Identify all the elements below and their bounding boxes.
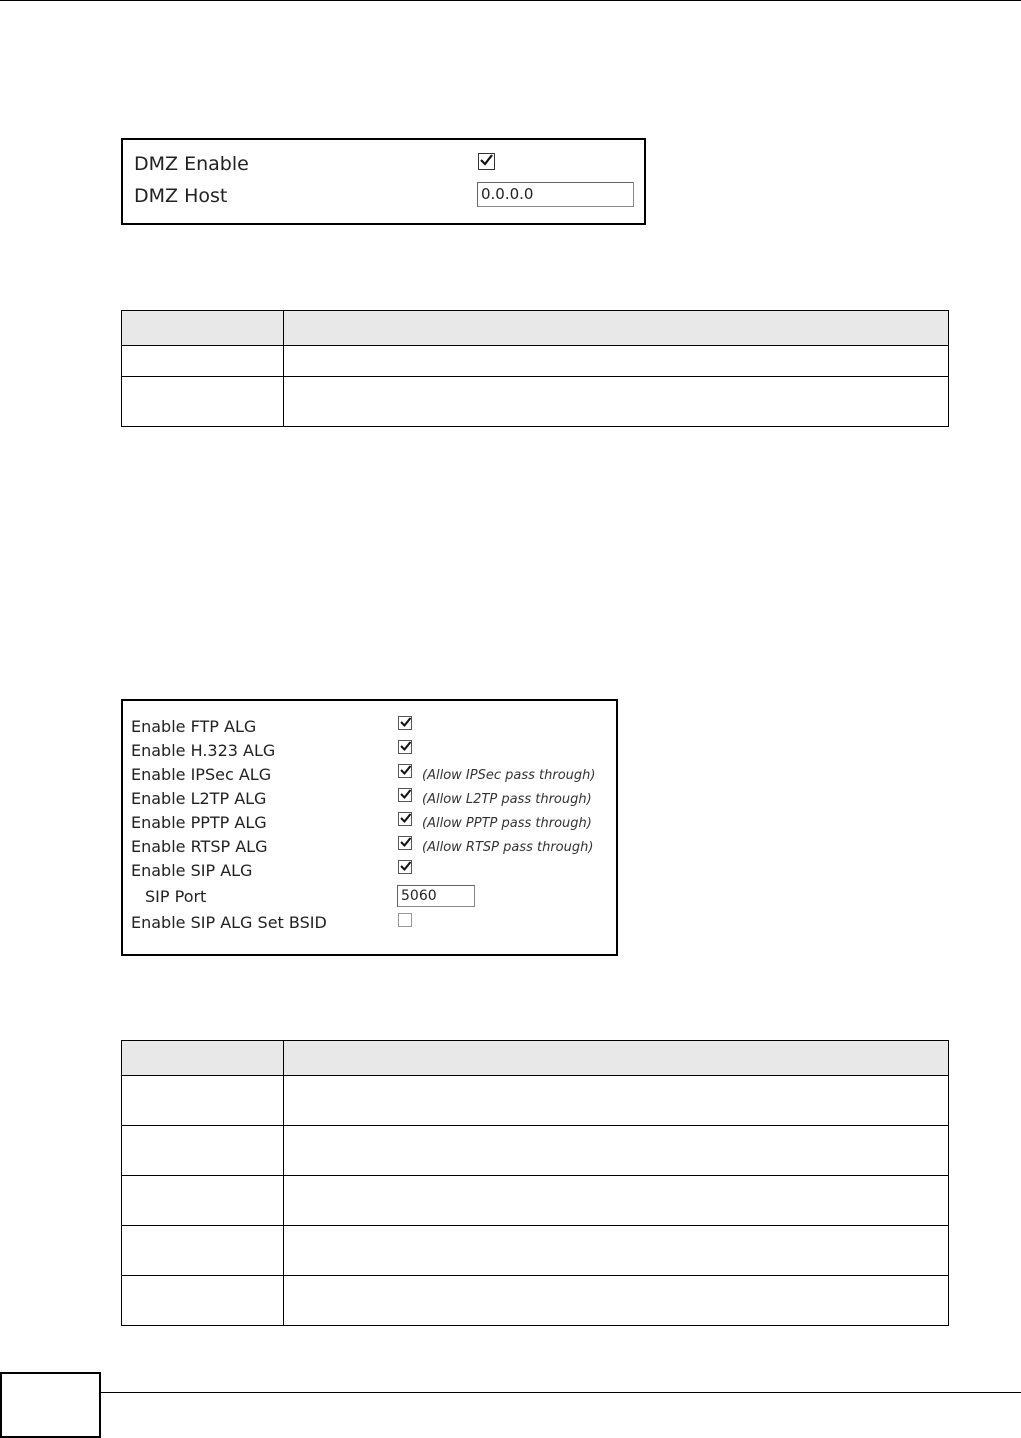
table-row (122, 1226, 949, 1276)
table-header-cell (122, 311, 284, 346)
table-cell (284, 377, 949, 427)
dmz-host-label: DMZ Host (134, 185, 228, 207)
table-header-cell (284, 1041, 949, 1076)
alg-fields-table (121, 1040, 949, 1326)
sip-alg-checkbox[interactable] (398, 860, 412, 874)
table-cell (122, 346, 284, 377)
table-cell (122, 1226, 284, 1276)
l2tp-note: (Allow L2TP pass through) (422, 792, 592, 807)
table-header-cell (284, 311, 949, 346)
alg-row-label: Enable RTSP ALG (131, 837, 268, 856)
checkmark-icon (400, 837, 412, 848)
table-cell (122, 1076, 284, 1126)
alg-row-label: Enable PPTP ALG (131, 813, 267, 832)
dmz-settings-panel (121, 138, 646, 225)
table-row (122, 1276, 949, 1326)
sip-port-input[interactable]: 5060 (397, 885, 475, 907)
alg-row-label: Enable FTP ALG (131, 717, 257, 736)
dmz-host-input[interactable]: 0.0.0.0 (477, 182, 634, 207)
checkmark-icon (400, 717, 412, 728)
page-footer-rule (101, 1392, 1021, 1393)
alg-row-label: Enable IPSec ALG (131, 765, 272, 784)
table-row (122, 1076, 949, 1126)
l2tp-alg-checkbox[interactable] (398, 788, 412, 802)
table-row (122, 377, 949, 427)
table-row (122, 346, 949, 377)
checkmark-icon (400, 789, 412, 800)
ftp-alg-checkbox[interactable] (398, 716, 412, 730)
checkmark-icon (400, 813, 412, 824)
alg-row-label: Enable L2TP ALG (131, 789, 267, 808)
page-header-rule (0, 0, 1021, 1)
table-header-row (122, 311, 949, 346)
rtsp-alg-checkbox[interactable] (398, 836, 412, 850)
table-cell (122, 377, 284, 427)
bsid-label: Enable SIP ALG Set BSID (131, 913, 327, 932)
sip-port-label: SIP Port (145, 887, 207, 906)
pptp-alg-checkbox[interactable] (398, 812, 412, 826)
alg-settings-panel (121, 699, 618, 956)
table-cell (284, 346, 949, 377)
table-cell (122, 1276, 284, 1326)
checkmark-icon (400, 861, 412, 872)
table-row (122, 1176, 949, 1226)
rtsp-note: (Allow RTSP pass through) (422, 840, 594, 855)
table-cell (284, 1126, 949, 1176)
checkmark-icon (400, 765, 412, 776)
sip-alg-bsid-checkbox[interactable] (398, 913, 412, 927)
page-number-box (0, 1372, 101, 1438)
table-cell (122, 1126, 284, 1176)
dmz-enable-label: DMZ Enable (134, 153, 249, 175)
alg-row-label: Enable H.323 ALG (131, 741, 276, 760)
dmz-enable-checkbox[interactable] (478, 153, 495, 170)
table-header-row (122, 1041, 949, 1076)
pptp-note: (Allow PPTP pass through) (422, 816, 592, 831)
table-cell (284, 1226, 949, 1276)
ipsec-alg-checkbox[interactable] (398, 764, 412, 778)
alg-row-label: Enable SIP ALG (131, 861, 253, 880)
ipsec-note: (Allow IPSec pass through) (422, 768, 596, 783)
table-header-cell (122, 1041, 284, 1076)
checkmark-icon (400, 741, 412, 752)
dmz-fields-table (121, 310, 949, 427)
checkmark-icon (480, 154, 494, 167)
h323-alg-checkbox[interactable] (398, 740, 412, 754)
table-cell (122, 1176, 284, 1226)
table-cell (284, 1176, 949, 1226)
table-cell (284, 1276, 949, 1326)
table-cell (284, 1076, 949, 1126)
table-row (122, 1126, 949, 1176)
